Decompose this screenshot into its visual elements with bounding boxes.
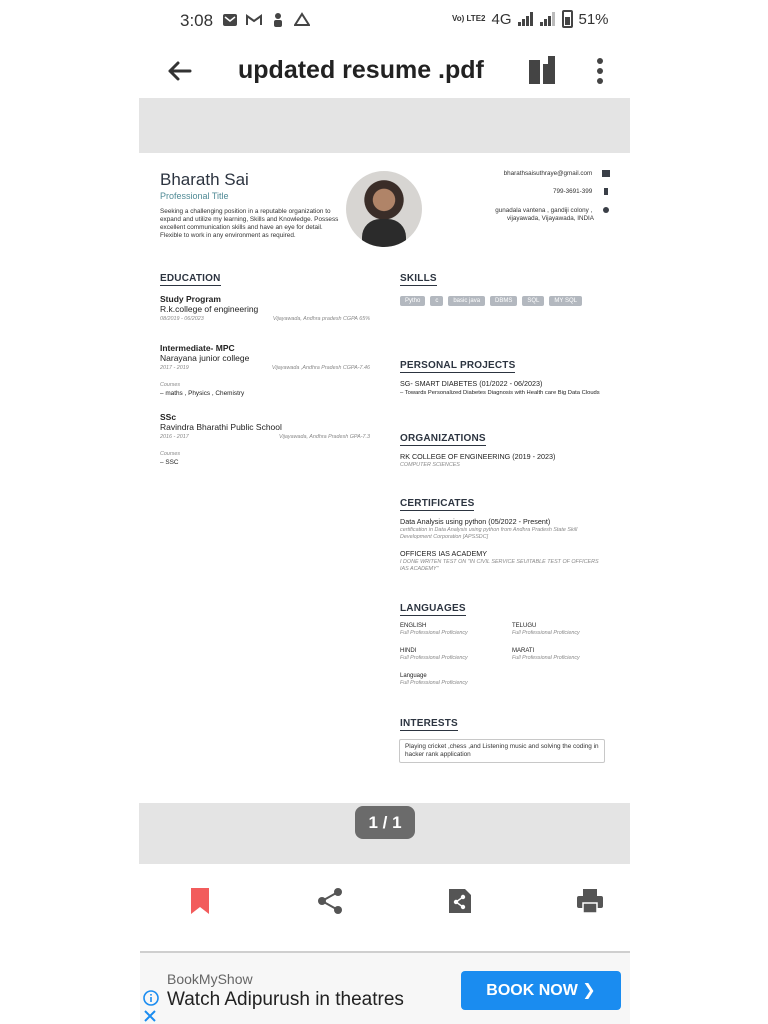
certificates-heading: CERTIFICATES xyxy=(400,498,475,509)
back-arrow-icon[interactable] xyxy=(162,54,196,88)
ad-close-icon[interactable] xyxy=(143,1009,157,1023)
signal-icon xyxy=(518,12,534,26)
certificate-title: Data Analysis using python (05/2022 - Present) xyxy=(400,517,551,526)
education-program: SSc xyxy=(160,412,177,422)
education-dates: 2017 - 2019 xyxy=(160,365,189,371)
resume-name: Bharath Sai xyxy=(160,170,249,189)
education-school: R.k.college of engineering xyxy=(160,304,259,314)
ad-banner[interactable] xyxy=(140,951,630,1024)
education-gpa: Vijayawada, Andhra pradesh CGPA 65% xyxy=(272,316,370,322)
profile-photo xyxy=(346,171,422,247)
resume-summary: Seeking a challenging position in a reputable organization to expand and utilize my learning, Skills and Knowledge. Possess excellent communication skills and have an eye for detail. Flexible to work in any environment as required. xyxy=(160,208,339,239)
project-title: SG- SMART DIABETES (01/2022 - 06/2023) xyxy=(400,379,543,388)
status-time: 3:08 xyxy=(180,11,214,30)
document-title: updated resume .pdf xyxy=(238,56,484,84)
education-school: Narayana junior college xyxy=(160,353,250,363)
organization-sub: COMPUTER SCIENCES xyxy=(400,462,460,468)
bookmark-icon[interactable] xyxy=(186,886,214,916)
languages-heading: LANGUAGES xyxy=(400,603,466,614)
signal-2-icon xyxy=(540,12,556,26)
skills-heading: SKILLS xyxy=(400,273,437,284)
contact-phone: 799-3691-399 xyxy=(553,188,610,196)
ad-brand: BookMyShow xyxy=(167,971,253,987)
gmail-icon xyxy=(246,12,262,28)
pdf-page xyxy=(139,153,630,803)
email-icon xyxy=(602,170,610,177)
organization-name: RK COLLEGE OF ENGINEERING (2019 - 2023) xyxy=(400,452,556,461)
courses-label: Courses xyxy=(160,382,181,388)
language-level: Full Professional Proficiency xyxy=(400,630,468,636)
language-name: ENGLISH xyxy=(400,623,427,629)
book-now-button[interactable]: BOOK NOW ❯ xyxy=(461,971,621,1010)
location-icon xyxy=(602,207,610,214)
skill-tag: c xyxy=(430,296,443,306)
language-level: Full Professional Proficiency xyxy=(512,630,580,636)
print-icon[interactable] xyxy=(575,886,605,916)
status-bar xyxy=(0,0,768,44)
education-gpa: Vijayawada, Andhra Pradesh GPA-7.3 xyxy=(279,434,370,440)
education-dates: 08/2019 - 06/2023 xyxy=(160,316,204,322)
language-name: Language xyxy=(400,673,427,679)
skill-tag: MY SQL xyxy=(549,296,582,306)
courses-list: – SSC xyxy=(160,459,179,466)
language-level: Full Professional Proficiency xyxy=(400,655,468,661)
project-detail: – Towards Personalized Diabetes Diagnosis with Health care Big Data Clouds xyxy=(400,390,600,396)
bottom-toolbar xyxy=(0,872,768,932)
app-bar xyxy=(0,44,768,100)
language-name: TELUGU xyxy=(512,623,537,629)
education-heading: EDUCATION xyxy=(160,273,221,284)
contact-email: bharathsaisuthraye@gmail.com xyxy=(504,170,610,178)
language-level: Full Professional Proficiency xyxy=(512,655,580,661)
pdf-viewer[interactable] xyxy=(139,98,630,864)
education-gpa: Vijayawada ,Andhra Pradesh CGPA-7.46 xyxy=(271,365,370,371)
language-name: HINDI xyxy=(400,648,417,654)
volte-label: Vo) LTE2 xyxy=(452,14,486,23)
interests-heading: INTERESTS xyxy=(400,718,458,729)
skill-tag: Pytho xyxy=(400,296,425,306)
battery-level: 51% xyxy=(578,10,609,28)
courses-list: – maths , Physics , Chemistry xyxy=(160,390,245,397)
education-dates: 2016 - 2017 xyxy=(160,434,189,440)
interests-text: Playing cricket ,chess ,and Listening music and solving the coding in hacker rank application xyxy=(399,739,605,763)
organizations-heading: ORGANIZATIONS xyxy=(400,433,486,444)
reader-mode-icon[interactable] xyxy=(529,56,555,84)
ad-info-icon[interactable] xyxy=(143,990,159,1006)
projects-heading: PERSONAL PROJECTS xyxy=(400,360,516,371)
language-name: MARATI xyxy=(512,648,535,654)
page-indicator: 1 / 1 xyxy=(355,806,415,839)
resume-professional-title: Professional Title xyxy=(160,191,229,201)
education-school: Ravindra Bharathi Public School xyxy=(160,422,282,432)
skill-tag: basic java xyxy=(448,296,485,306)
education-program: Intermediate- MPC xyxy=(160,343,235,353)
drive-icon xyxy=(294,12,310,28)
language-level: Full Professional Proficiency xyxy=(400,680,468,686)
mail-icon xyxy=(222,12,238,28)
person-alert-icon xyxy=(270,12,286,28)
certificate-sub: certification in Data Analysis using python from Andhra Pradesh State Skill Development Corporation [APSSDC] xyxy=(400,527,578,540)
courses-label: Courses xyxy=(160,451,181,457)
ad-headline: Watch Adipurush in theatres xyxy=(167,989,404,1010)
phone-icon xyxy=(602,188,610,195)
more-vert-icon[interactable] xyxy=(590,56,610,86)
certificate-sub: I DONE WRITEN TEST ON "IN CIVIL SERVICE SEUITABLE TEST OF OFFICERS IAS ACADEMY" xyxy=(400,559,599,572)
education-program: Study Program xyxy=(160,294,221,304)
share-file-icon[interactable] xyxy=(446,886,474,916)
certificate-title: OFFICERS IAS ACADEMY xyxy=(400,549,488,558)
network-type: 4G xyxy=(491,10,512,28)
skill-tag: DBMS xyxy=(490,296,517,306)
contact-address: gunadala vantena , gandiji colony , vijayawada, Vijayawada, INDIA xyxy=(495,207,610,223)
skills-tags xyxy=(400,296,610,306)
skill-tag: SQL xyxy=(522,296,544,306)
battery-icon xyxy=(562,10,573,28)
share-icon[interactable] xyxy=(316,886,344,916)
